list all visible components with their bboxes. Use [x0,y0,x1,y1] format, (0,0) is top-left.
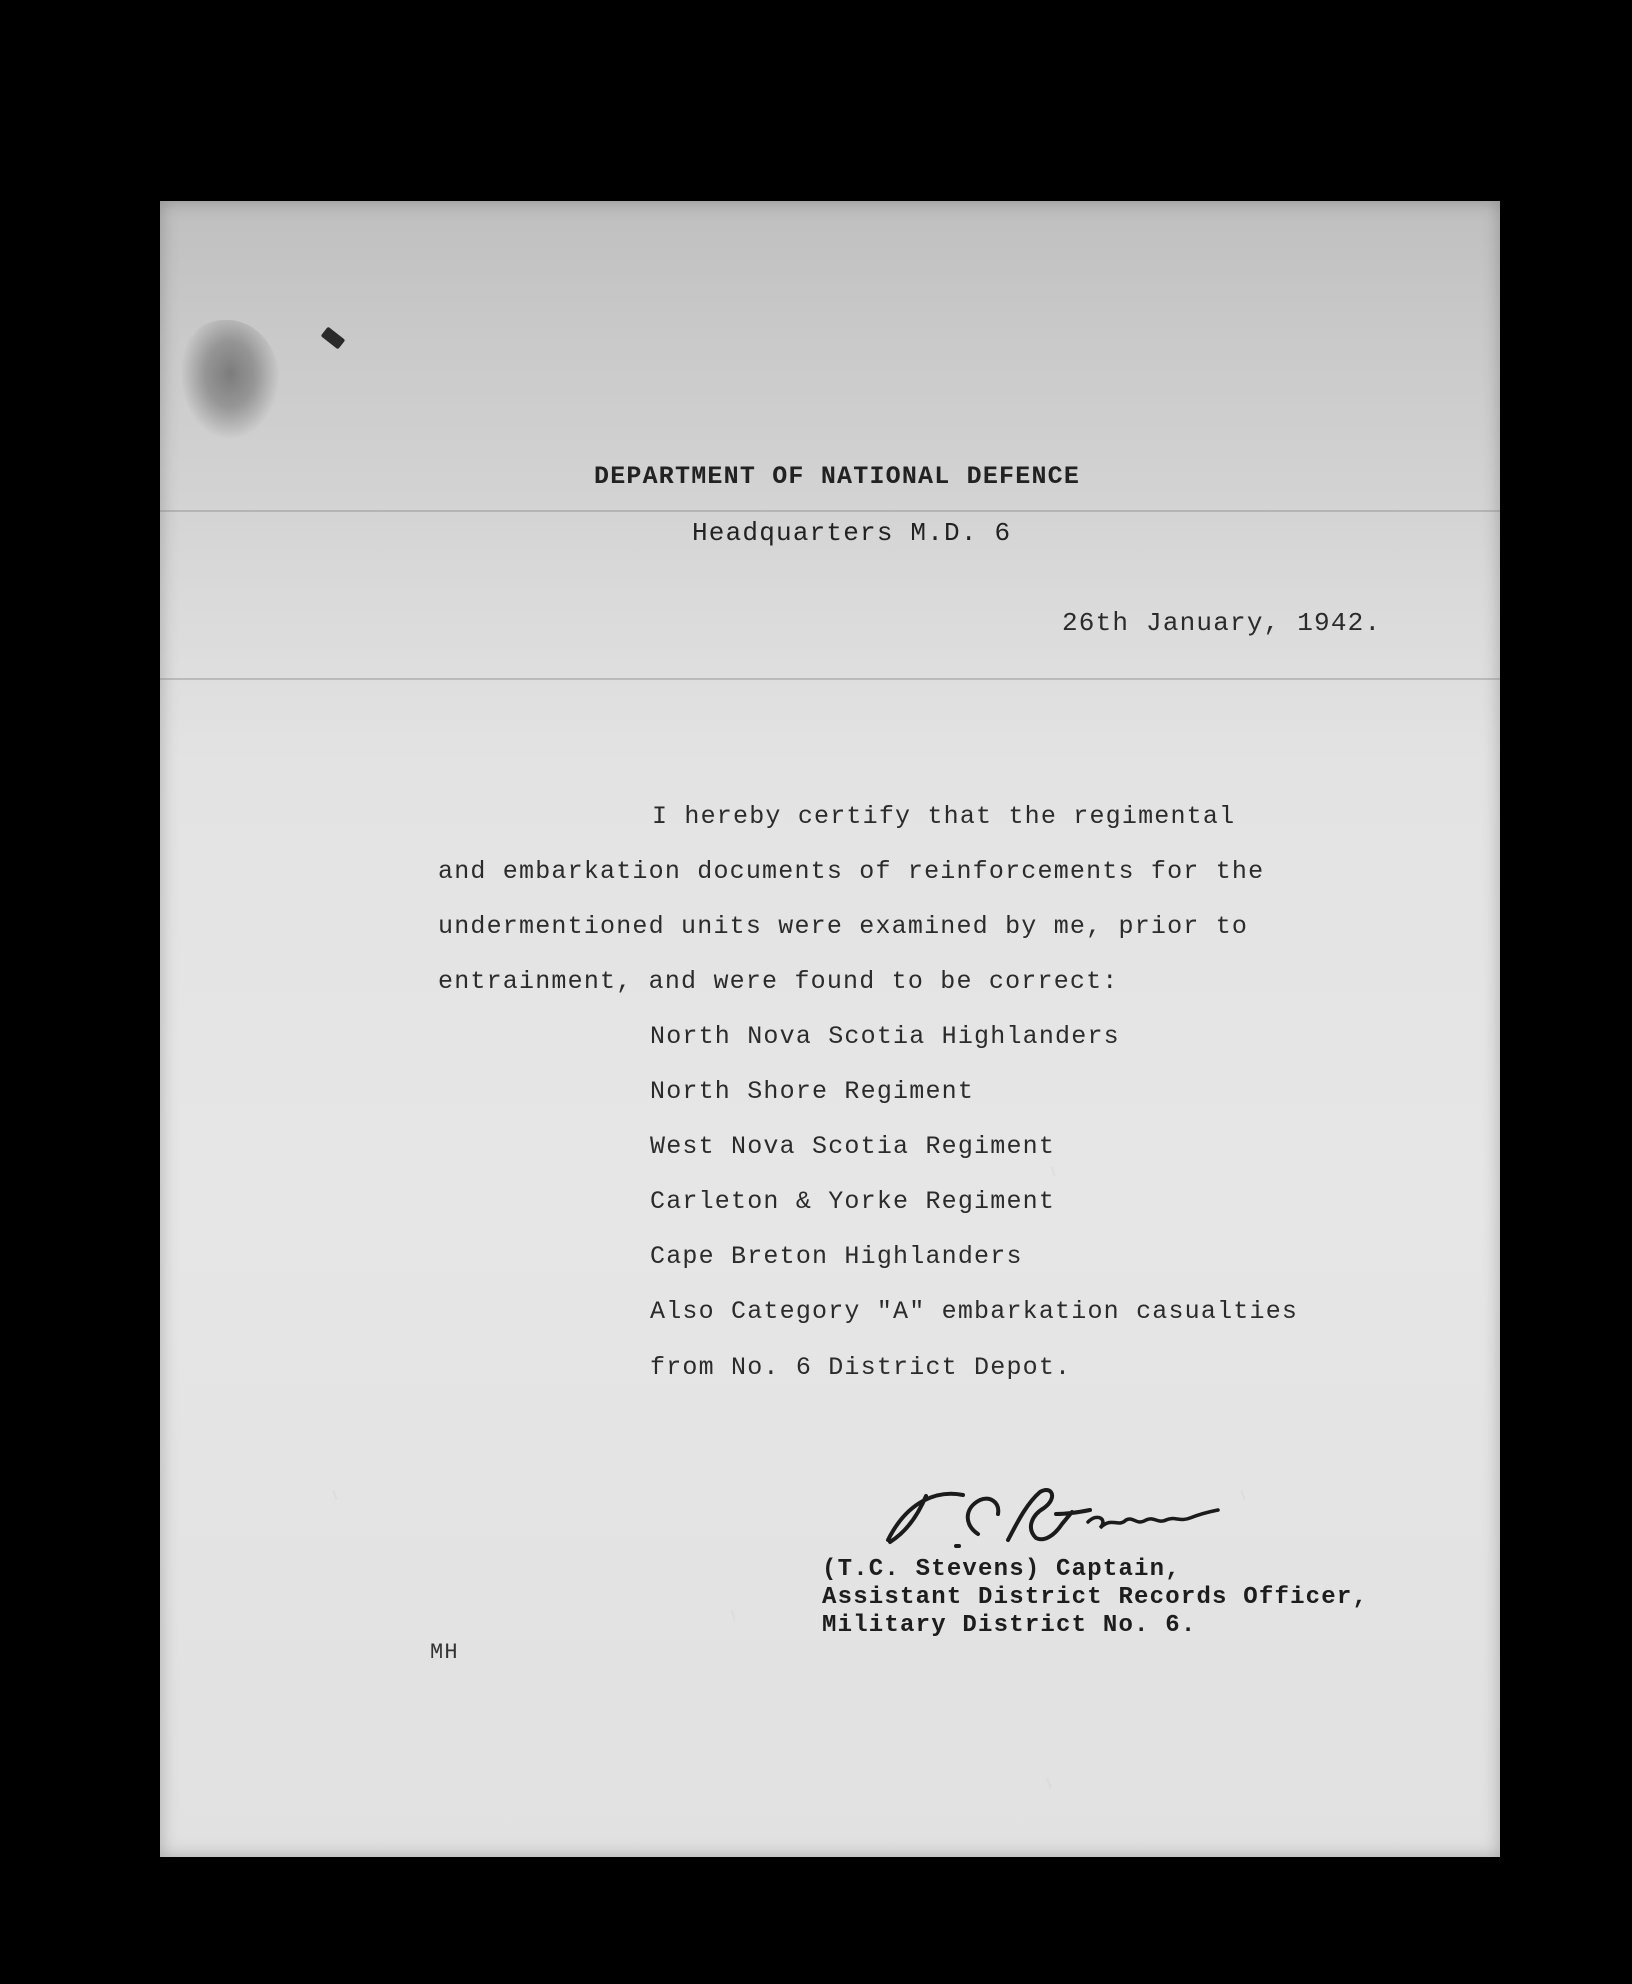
letter-date: 26th January, 1942. [1062,608,1382,638]
unit-list-item: Also Category "A" embarkation casualties [650,1297,1299,1326]
fold-line [160,678,1500,680]
typist-initials: MH [430,1640,459,1665]
signature-district: Military District No. 6. [822,1612,1197,1639]
headquarters-line: Headquarters M.D. 6 [692,518,1012,548]
signature-name-rank: (T.C. Stevens) Captain, [822,1556,1181,1583]
unit-list-item: Cape Breton Highlanders [650,1242,1023,1271]
unit-list-item: West Nova Scotia Regiment [650,1132,1056,1161]
body-line: entrainment, and were found to be correct: [438,967,1119,996]
paper-stain [180,320,280,440]
fold-line [160,510,1500,512]
body-line: and embarkation documents of reinforcements for the [438,857,1265,886]
unit-list-item: from No. 6 District Depot. [650,1353,1072,1382]
department-heading: DEPARTMENT OF NATIONAL DEFENCE [594,462,1081,491]
handwritten-signature [868,1470,1228,1560]
unit-list-item: North Shore Regiment [650,1077,975,1106]
unit-list-item: North Nova Scotia Highlanders [650,1022,1120,1051]
unit-list-item: Carleton & Yorke Regiment [650,1187,1056,1216]
body-line: undermentioned units were examined by me, prior to [438,912,1249,941]
signature-title: Assistant District Records Officer, [822,1584,1369,1611]
body-line: I hereby certify that the regimental [652,802,1236,831]
